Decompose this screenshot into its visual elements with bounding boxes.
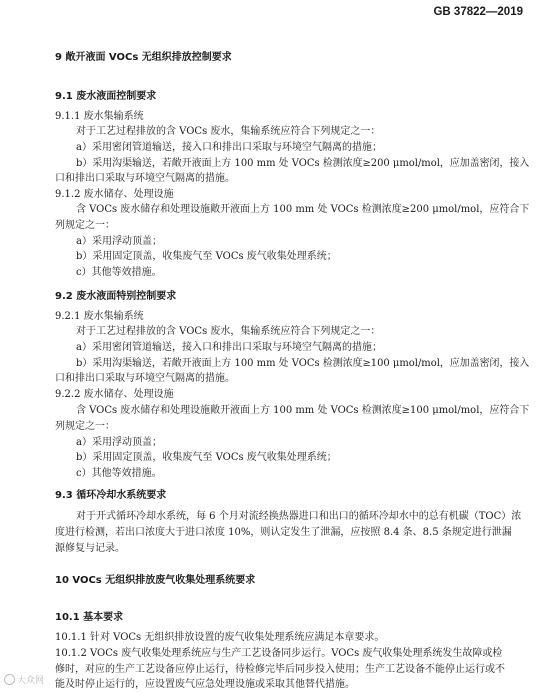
paragraph-line: 列规定之一： [55, 220, 115, 231]
paragraph-line: 对于工艺过程排放的含 VOCs 废水，集输系统应符合下列规定之一： [76, 326, 381, 337]
clause-9-1-2-title: 9.1.2 废水储存、处理设施 [55, 189, 174, 200]
paragraph-line: 源修复与记录。 [55, 543, 125, 554]
paragraph-line: 能及时停止运行的，应设置废气应急处理设施或采取其他替代措施。 [55, 679, 355, 690]
standard-code: GB 37822—2019 [433, 6, 523, 18]
list-item-b: b）采用沟渠输送，若敞开液面上方 100 mm 处 VOCs 检测浓度≥100 μmol/mol，应加盖密闭，接入 [76, 358, 530, 369]
list-item-b: b）采用固定顶盖，收集废气至 VOCs 废气收集处理系统； [76, 452, 337, 463]
paragraph-line: 度进行检测，若出口浓度大于进口浓度 10%，则认定发生了泄漏，应按照 8.4 条、8.5 条规定进行泄漏 [55, 527, 512, 538]
list-item-b-continued: 口和排出口采取与环境空气隔离的措施。 [55, 173, 235, 184]
clause-9-2-2-title: 9.2.2 废水储存、处理设施 [55, 389, 174, 400]
paragraph-line: 列规定之一： [55, 421, 115, 432]
list-item-b: b）采用沟渠输送，若敞开液面上方 100 mm 处 VOCs 检测浓度≥200 μmol/mol，应加盖密闭，接入 [76, 158, 530, 169]
list-item-a: a）采用浮动顶盖； [76, 236, 162, 247]
paragraph-line: 含 VOCs 废水储存和处理设施敞开液面上方 100 mm 处 VOCs 检测浓度≥200 μmol/mol，应符合下 [76, 204, 530, 215]
clause-10-1-2: 10.1.2 VOCs 废气收集处理系统应与生产工艺设备同步运行。VOCs 废气收集处理系统发生故障或检 [55, 648, 503, 659]
section-9-heading: 9 敞开液面 VOCs 无组织排放控制要求 [55, 52, 232, 63]
paragraph-line: 对于开式循环冷却水系统，每 6 个月对流经换热器进口和出口的循环冷却水中的总有机碳（TOC）浓 [76, 511, 522, 522]
section-9-2-heading: 9.2 废水液面特别控制要求 [55, 291, 177, 302]
section-9-3-heading: 9.3 循环冷却水系统要求 [55, 490, 167, 501]
section-10-1-heading: 10.1 基本要求 [55, 612, 124, 623]
watermark-text: 大众网 [17, 675, 45, 685]
section-10-heading: 10 VOCs 无组织排放废气收集处理系统要求 [55, 575, 256, 586]
clause-9-1-1-title: 9.1.1 废水集输系统 [55, 111, 144, 122]
clause-10-1-1: 10.1.1 针对 VOCs 无组织排放设置的废气收集处理系统应满足本章要求。 [55, 632, 385, 643]
list-item-c: c）其他等效措施。 [76, 468, 162, 479]
list-item-a: a）采用密闭管道输送，接入口和排出口采取与环境空气隔离的措施； [76, 342, 382, 353]
watermark [4, 673, 44, 686]
paragraph-line: 对于工艺过程排放的含 VOCs 废水，集输系统应符合下列规定之一： [76, 126, 381, 137]
list-item-a: a）采用浮动顶盖； [76, 437, 162, 448]
paragraph-line: 含 VOCs 废水储存和处理设施敞开液面上方 100 mm 处 VOCs 检测浓度≥100 μmol/mol，应符合下 [76, 405, 530, 416]
list-item-b-continued: 口和排出口采取与环境空气隔离的措施。 [55, 373, 235, 384]
list-item-a: a）采用密闭管道输送，接入口和排出口采取与环境空气隔离的措施； [76, 142, 382, 153]
watermark-logo-icon [4, 674, 15, 685]
clause-9-2-1-title: 9.2.1 废水集输系统 [55, 311, 144, 322]
section-9-1-heading: 9.1 废水液面控制要求 [55, 91, 157, 102]
list-item-c: c）其他等效措施。 [76, 267, 162, 278]
paragraph-line: 修时，对应的生产工艺设备应停止运行，待检修完毕后同步投入使用；生产工艺设备不能停止运行或不 [55, 664, 505, 675]
list-item-b: b）采用固定顶盖，收集废气至 VOCs 废气收集处理系统； [76, 251, 337, 262]
